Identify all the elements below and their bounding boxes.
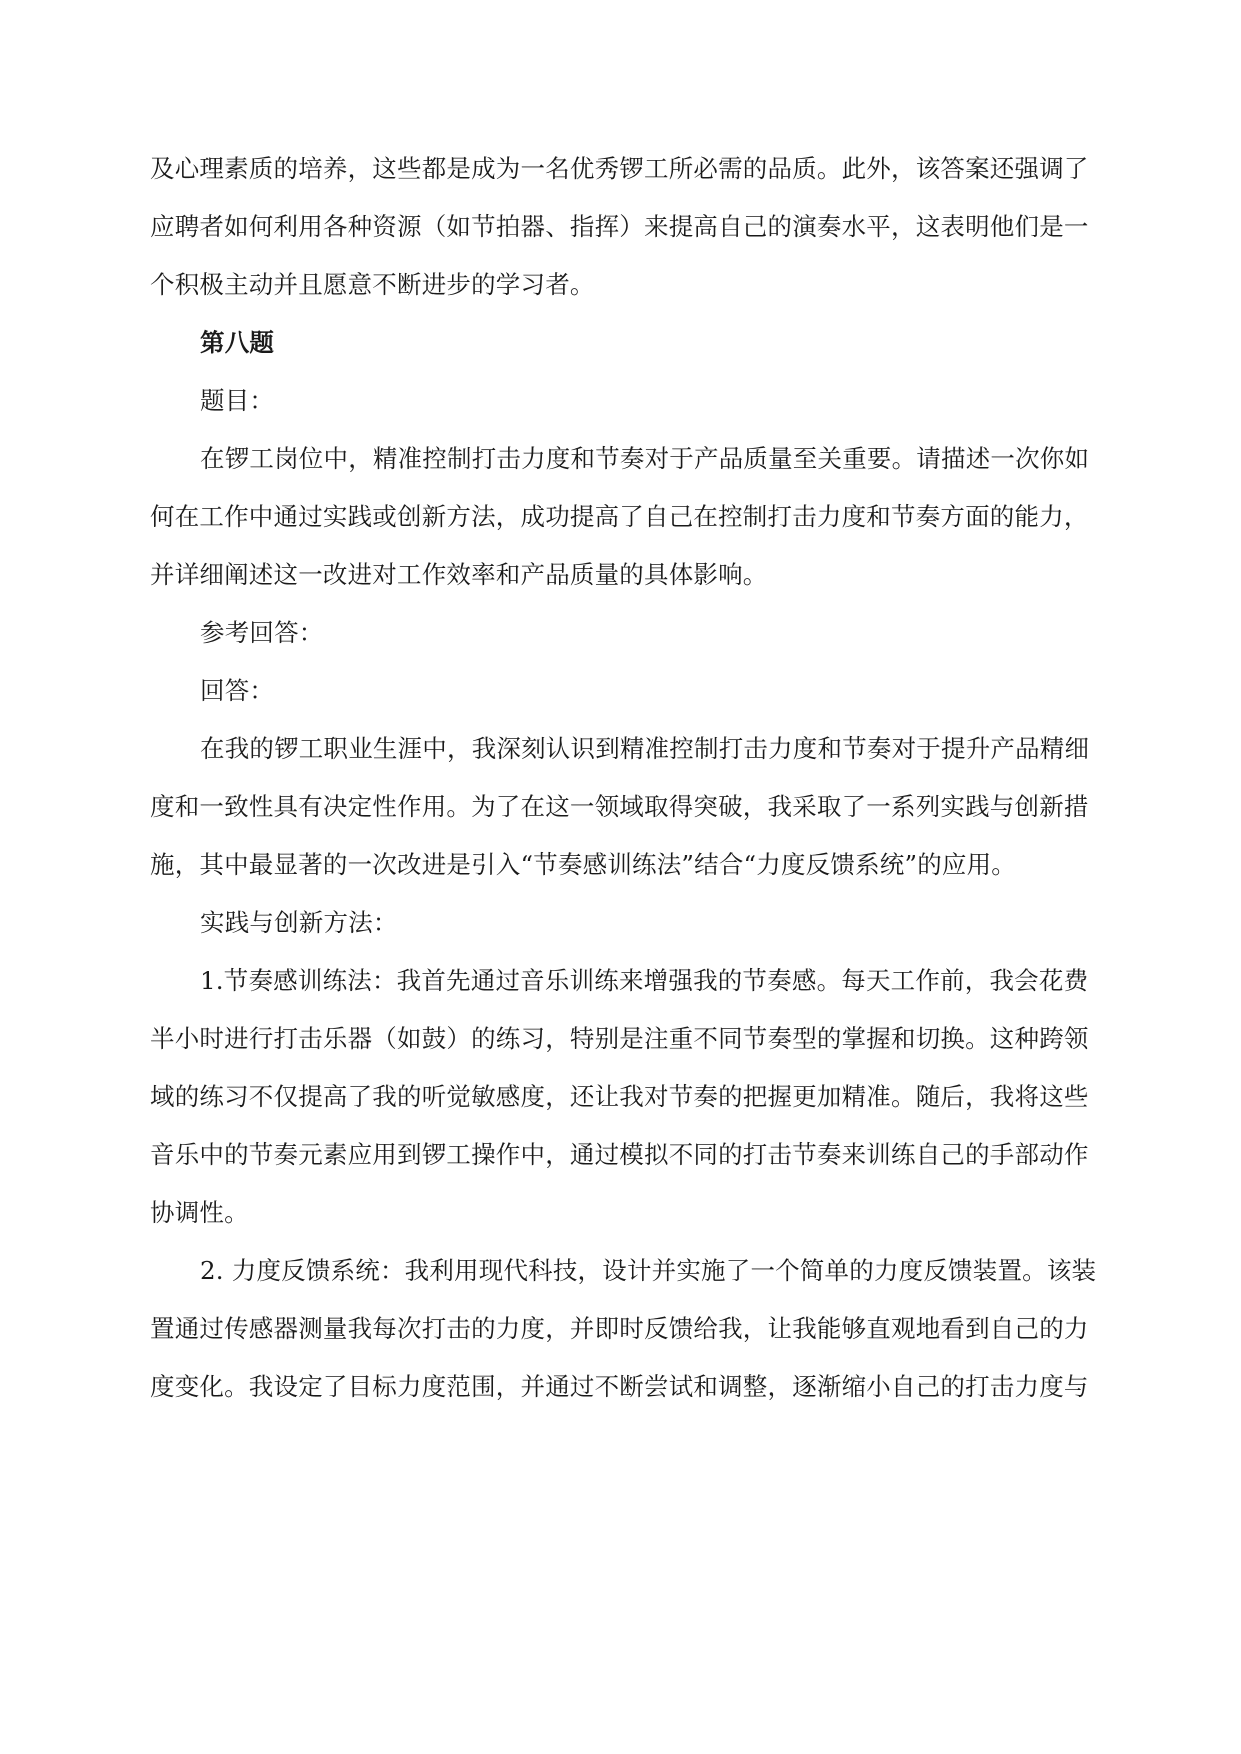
body-line: 应聘者如何利用各种资源（如节拍器、指挥）来提高自己的演奏水平，这表明他们是一: [150, 212, 1089, 241]
reference-label: 参考回答：: [200, 618, 324, 647]
body-line: 施，其中最显著的一次改进是引入“节奏感训练法”结合“力度反馈系统”的应用。: [150, 850, 1016, 879]
methods-label: 实践与创新方法：: [200, 908, 398, 937]
body-line: 音乐中的节奏元素应用到锣工操作中，通过模拟不同的打击节奏来训练自己的手部动作: [150, 1140, 1089, 1169]
body-line: 并详细阐述这一改进对工作效率和产品质量的具体影响。: [150, 560, 768, 589]
body-line: 2. 力度反馈系统：我利用现代科技，设计并实施了一个简单的力度反馈装置。该装: [200, 1256, 1097, 1285]
document-body: [150, 140, 1110, 1416]
body-line: 及心理素质的培养，这些都是成为一名优秀锣工所必需的品质。此外，该答案还强调了: [150, 154, 1089, 183]
document-page: [150, 140, 1110, 1416]
body-line: 置通过传感器测量我每次打击的力度，并即时反馈给我，让我能够直观地看到自己的力: [150, 1314, 1089, 1343]
body-line: 在锣工岗位中，精准控制打击力度和节奏对于产品质量至关重要。请描述一次你如: [200, 444, 1090, 473]
body-line: 度变化。我设定了目标力度范围，并通过不断尝试和调整，逐渐缩小自己的打击力度与: [150, 1372, 1089, 1401]
question-label: 题目：: [200, 386, 275, 415]
answer-label: 回答：: [200, 676, 275, 705]
body-line: 在我的锣工职业生涯中，我深刻认识到精准控制打击力度和节奏对于提升产品精细: [200, 734, 1090, 763]
body-line: 域的练习不仅提高了我的听觉敏感度，还让我对节奏的把握更加精准。随后，我将这些: [150, 1082, 1089, 1111]
body-line: 何在工作中通过实践或创新方法，成功提高了自己在控制打击力度和节奏方面的能力，: [150, 502, 1089, 531]
section-heading: 第八题: [200, 328, 275, 357]
body-line: 度和一致性具有决定性作用。为了在这一领域取得突破，我采取了一系列实践与创新措: [150, 792, 1089, 821]
body-line: 个积极主动并且愿意不断进步的学习者。: [150, 270, 595, 299]
body-line: 半小时进行打击乐器（如鼓）的练习，特别是注重不同节奏型的掌握和切换。这种跨领: [150, 1024, 1089, 1053]
body-line: 1.节奏感训练法：我首先通过音乐训练来增强我的节奏感。每天工作前，我会花费: [200, 966, 1089, 995]
body-line: 协调性。: [150, 1198, 249, 1227]
